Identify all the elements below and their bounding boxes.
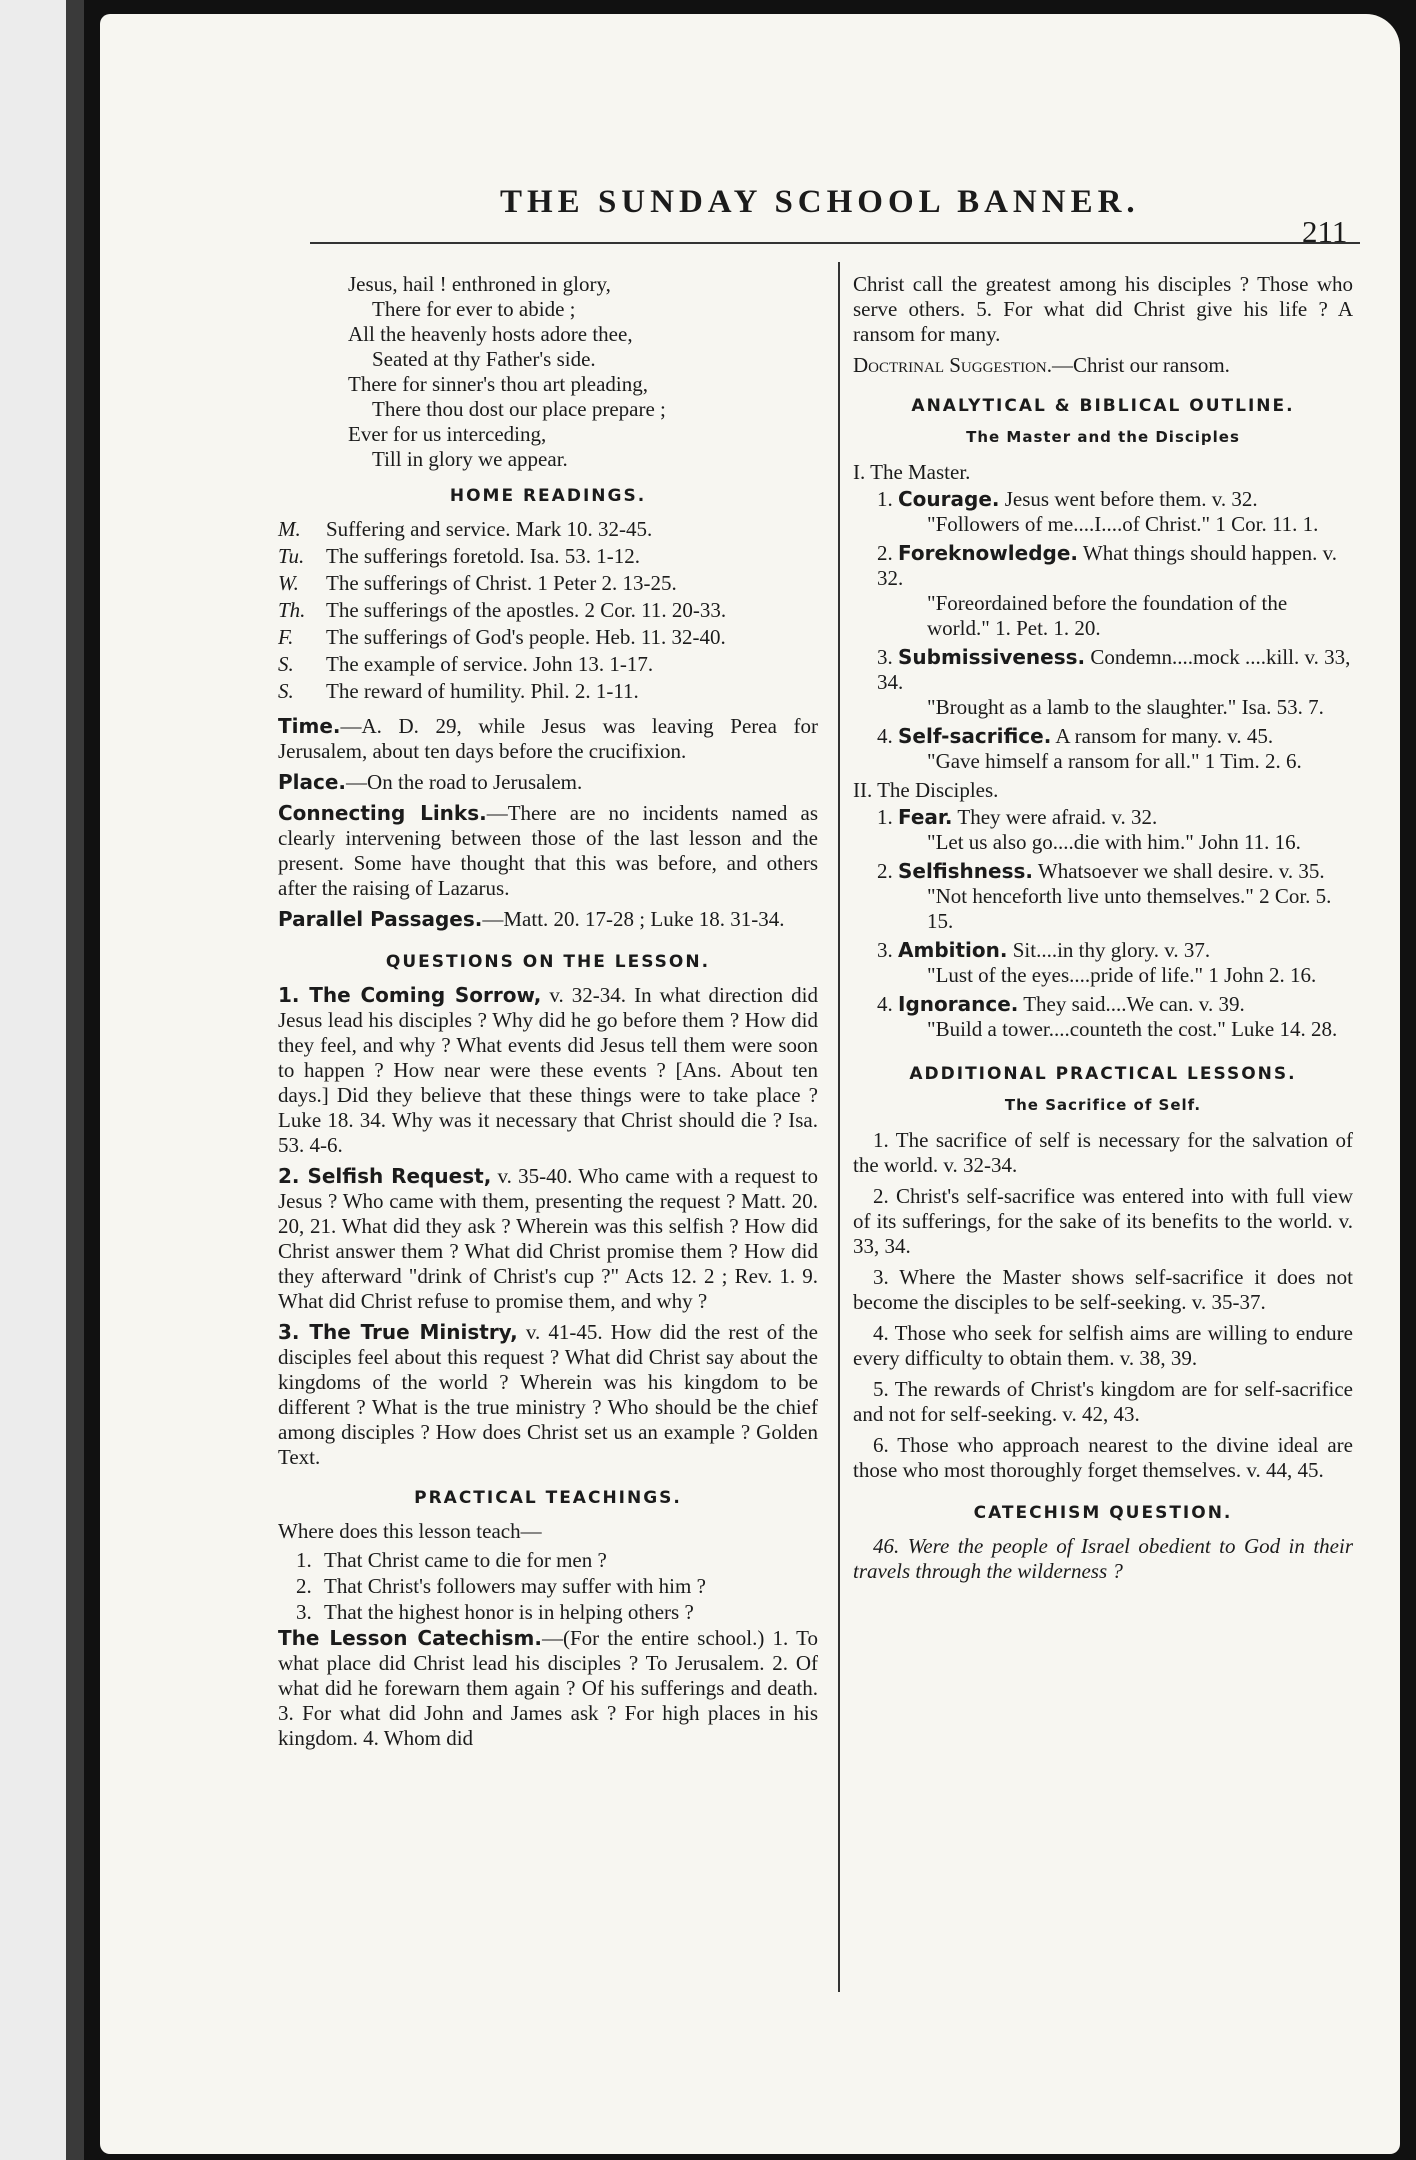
outline-subheading: The Master and the Disciples	[966, 428, 1240, 446]
lesson-item: 3. Where the Master shows self-sacrifice it does not become the disciples to be self-seeking. v. 35-37.	[853, 1265, 1353, 1314]
reading-text: The sufferings foretold. Isa. 53. 1-12.	[326, 544, 640, 568]
book-page	[100, 14, 1400, 2154]
item-number: 3.	[296, 1600, 312, 1624]
outline-point	[877, 487, 1353, 537]
item-number: 1.	[296, 1548, 312, 1572]
header-rule	[310, 242, 1360, 244]
home-readings-heading: HOME READINGS.	[449, 486, 647, 506]
question-3-label: 3. The True Ministry,	[278, 1320, 518, 1344]
lesson-catechism-text: —(For the entire school.) 1. To what place did Christ lead his disciples ? To Jerusalem. 2. Of what did he forewarn them again ? Of his sufferings and death. 3. For what did John and James ask ? For high places in his kingdom. 4. Whom did	[278, 1626, 818, 1750]
hymn-verse	[348, 272, 818, 472]
home-reading-row	[278, 625, 818, 650]
questions-heading: QUESTIONS ON THE LESSON.	[385, 952, 711, 972]
point-number: 3.	[877, 938, 893, 962]
home-readings-list	[278, 517, 818, 704]
practical-teachings-list	[296, 1548, 818, 1625]
additional-lessons-subheading: The Sacrifice of Self.	[1004, 1096, 1202, 1114]
verse-line: Till in glory we appear.	[372, 447, 568, 471]
point-quote: "Build a tower....counteth the cost." Luke 14. 28.	[927, 1017, 1338, 1041]
reading-day: W.	[278, 571, 299, 595]
reading-day: S.	[278, 679, 294, 703]
lesson-item: 4. Those who seek for selfish aims are willing to endure every difficulty to obtain them. v. 38, 39.	[853, 1321, 1353, 1370]
catechism-question-text: 46. Were the people of Israel obedient to God in their travels through the wilderness ?	[853, 1534, 1353, 1583]
point-quote: "Lust of the eyes....pride of life." 1 John 2. 16.	[927, 963, 1317, 987]
additional-lessons-heading: ADDITIONAL PRACTICAL LESSONS.	[909, 1064, 1297, 1084]
connecting-links-paragraph	[278, 801, 818, 901]
left-column	[278, 272, 818, 1757]
point-label: Self-sacrifice.	[898, 724, 1052, 748]
list-item	[296, 1548, 818, 1573]
reading-text: The reward of humility. Phil. 2. 1-11.	[326, 679, 639, 703]
point-number: 2.	[877, 541, 893, 565]
point-label: Fear.	[898, 805, 953, 829]
running-header: THE SUNDAY SCHOOL BANNER.	[500, 184, 1140, 220]
point-number: 1.	[877, 805, 893, 829]
outline-section-disciples: II. The Disciples.	[853, 778, 999, 802]
right-column	[853, 272, 1353, 1590]
point-label: Ignorance.	[898, 992, 1019, 1016]
point-label: Courage.	[898, 487, 1000, 511]
doctrinal-text: —Christ our ransom.	[1052, 353, 1230, 377]
outline-point	[877, 992, 1353, 1042]
verse-line: Ever for us interceding,	[348, 422, 547, 446]
question-section-2	[278, 1164, 818, 1314]
connecting-links-label: Connecting Links.	[278, 801, 487, 825]
question-2-label: 2. Selfish Request,	[278, 1164, 492, 1188]
continued-paragraph: Christ call the greatest among his disciples ? Those who serve others. 5. For what did Christ give his life ? A ransom for many.	[853, 272, 1353, 346]
catechism-question-heading: CATECHISM QUESTION.	[973, 1503, 1233, 1523]
lesson-catechism-paragraph	[278, 1626, 818, 1751]
reading-day: Th.	[278, 598, 306, 622]
outline-point	[877, 724, 1353, 774]
item-text: That the highest honor is in helping others ?	[324, 1600, 694, 1624]
outline-point	[877, 645, 1353, 720]
reading-day: M.	[278, 517, 301, 541]
place-label: Place.	[278, 770, 347, 794]
reading-text: Suffering and service. Mark 10. 32-45.	[326, 517, 653, 541]
lesson-item: 1. The sacrifice of self is necessary for the salvation of the world. v. 32-34.	[853, 1128, 1353, 1177]
outline-point	[877, 938, 1353, 988]
home-reading-row	[278, 517, 818, 542]
point-text: Condemn....mock ....kill. v. 33, 34.	[877, 645, 1351, 694]
question-section-1	[278, 983, 818, 1158]
verse-line: Seated at thy Father's side.	[372, 347, 596, 371]
time-text: —A. D. 29, while Jesus was leaving Perea for Jerusalem, about ten days before the crucifixion.	[278, 714, 818, 763]
question-2-text: v. 35-40. Who came with a request to Jesus ? Who came with them, presenting the request ? Matt. 20. 20, 21. What did they ask ? Wherein was this selfish ? How did Christ answer them ? What did Christ promise them ? How did they afterward "drink of Christ's cup ?" Acts 12. 2 ; Rev. 1. 9. What did Christ refuse to promise them, and why ?	[278, 1164, 818, 1313]
point-quote: "Let us also go....die with him." John 11. 16.	[927, 830, 1301, 854]
point-quote: "Foreordained before the foundation of the world." 1. Pet. 1. 20.	[927, 591, 1288, 640]
point-text: Whatsoever we shall desire. v. 35.	[1033, 859, 1325, 883]
question-1-label: 1. The Coming Sorrow,	[278, 983, 542, 1007]
reading-text: The sufferings of Christ. 1 Peter 2. 13-25.	[326, 571, 677, 595]
outline-point	[877, 859, 1353, 934]
outline-section-master: I. The Master.	[853, 460, 971, 484]
reading-text: The sufferings of the apostles. 2 Cor. 11. 20-33.	[326, 598, 727, 622]
place-paragraph	[278, 770, 818, 795]
outline-point	[877, 541, 1353, 641]
question-3-text: v. 41-45. How did the rest of the disciples feel about this request ? What did Christ say about the kingdoms of the world ? Wherein was his kingdom to be different ? What is the true ministry ? Who should be the chief among disciples ? How does Christ set us an example ? Golden Text.	[278, 1320, 818, 1469]
verse-line: There for ever to abide ;	[372, 297, 576, 321]
point-label: Selfishness.	[898, 859, 1033, 883]
list-item	[296, 1574, 818, 1599]
doctrinal-label: Doctrinal Suggestion.	[853, 353, 1052, 377]
point-number: 1.	[877, 487, 893, 511]
point-number: 2.	[877, 859, 893, 883]
point-quote: "Gave himself a ransom for all." 1 Tim. 2. 6.	[927, 749, 1302, 773]
place-text: —On the road to Jerusalem.	[346, 770, 583, 794]
disciples-points	[877, 805, 1353, 1042]
additional-lessons-list	[853, 1128, 1353, 1483]
verse-line: Jesus, hail ! enthroned in glory,	[348, 272, 611, 296]
home-reading-row	[278, 571, 818, 596]
practical-intro: Where does this lesson teach—	[278, 1519, 542, 1543]
time-label: Time.	[278, 714, 341, 738]
parallel-passages-text: —Matt. 20. 17-28 ; Luke 18. 31-34.	[482, 907, 785, 931]
outline-point	[877, 805, 1353, 855]
point-label: Submissiveness.	[898, 645, 1086, 669]
point-text: Sit....in thy glory. v. 37.	[1007, 938, 1211, 962]
point-text: They were afraid. v. 32.	[952, 805, 1158, 829]
point-label: Ambition.	[898, 938, 1008, 962]
point-quote: "Followers of me....I....of Christ." 1 Cor. 11. 1.	[927, 512, 1319, 536]
lesson-catechism-label: The Lesson Catechism.	[278, 1626, 542, 1650]
item-number: 2.	[296, 1574, 312, 1598]
point-text: A ransom for many. v. 45.	[1051, 724, 1274, 748]
reading-day: F.	[278, 625, 294, 649]
reading-day: Tu.	[278, 544, 305, 568]
point-number: 4.	[877, 992, 893, 1016]
question-section-3	[278, 1320, 818, 1470]
point-text: Jesus went before them. v. 32.	[999, 487, 1258, 511]
master-points	[877, 487, 1353, 774]
column-divider	[838, 262, 840, 1992]
page-number: 211	[1302, 214, 1348, 249]
point-quote: "Brought as a lamb to the slaughter." Isa. 53. 7.	[927, 695, 1324, 719]
time-paragraph	[278, 714, 818, 764]
outline-heading: ANALYTICAL & BIBLICAL OUTLINE.	[911, 396, 1295, 416]
home-reading-row	[278, 544, 818, 569]
home-reading-row	[278, 652, 818, 677]
point-label: Foreknowledge.	[898, 541, 1078, 565]
point-text: They said....We can. v. 39.	[1018, 992, 1245, 1016]
point-text: What things should happen. v. 32.	[877, 541, 1337, 590]
home-reading-row	[278, 679, 818, 704]
verse-line: All the heavenly hosts adore thee,	[348, 322, 633, 346]
reading-text: The example of service. John 13. 1-17.	[326, 652, 654, 676]
item-text: That Christ's followers may suffer with him ?	[324, 1574, 706, 1598]
reading-text: The sufferings of God's people. Heb. 11. 32-40.	[326, 625, 726, 649]
parallel-passages-paragraph	[278, 907, 818, 932]
verse-line: There thou dost our place prepare ;	[372, 397, 666, 421]
point-number: 4.	[877, 724, 893, 748]
lesson-item: 5. The rewards of Christ's kingdom are for self-sacrifice and not for self-seeking. v. 42, 43.	[853, 1377, 1353, 1426]
reading-day: S.	[278, 652, 294, 676]
point-quote: "Not henceforth live unto themselves." 2 Cor. 5. 15.	[927, 884, 1332, 933]
point-number: 3.	[877, 645, 893, 669]
list-item	[296, 1600, 818, 1625]
connecting-links-text: —There are no incidents named as clearly intervening between those of the last lesson and the present. Some have thought that this was before, and others after the raising of Lazarus.	[278, 801, 818, 900]
parallel-passages-label: Parallel Passages.	[278, 907, 483, 931]
verse-line: There for sinner's thou art pleading,	[348, 372, 649, 396]
doctrinal-suggestion	[853, 353, 1353, 378]
practical-teachings-heading: PRACTICAL TEACHINGS.	[414, 1488, 682, 1508]
lesson-item: 6. Those who approach nearest to the divine ideal are those who most thoroughly forget themselves. v. 44, 45.	[853, 1433, 1353, 1482]
adjacent-page-edge	[0, 0, 84, 2160]
item-text: That Christ came to die for men ?	[324, 1548, 607, 1572]
question-1-text: v. 32-34. In what direction did Jesus lead his disciples ? Why did he go before them ? How did they feel, and why ? What events did Jesus tell them were soon to happen ? How near were these events ? [Ans. About ten days.] Did they believe that these things were to take place ? Luke 18. 34. Why was it necessary that Christ should die ? Isa. 53. 4-6.	[278, 983, 818, 1157]
home-reading-row	[278, 598, 818, 623]
lesson-item: 2. Christ's self-sacrifice was entered into with full view of its sufferings, for the sake of its benefits to the world. v. 33, 34.	[853, 1184, 1353, 1258]
